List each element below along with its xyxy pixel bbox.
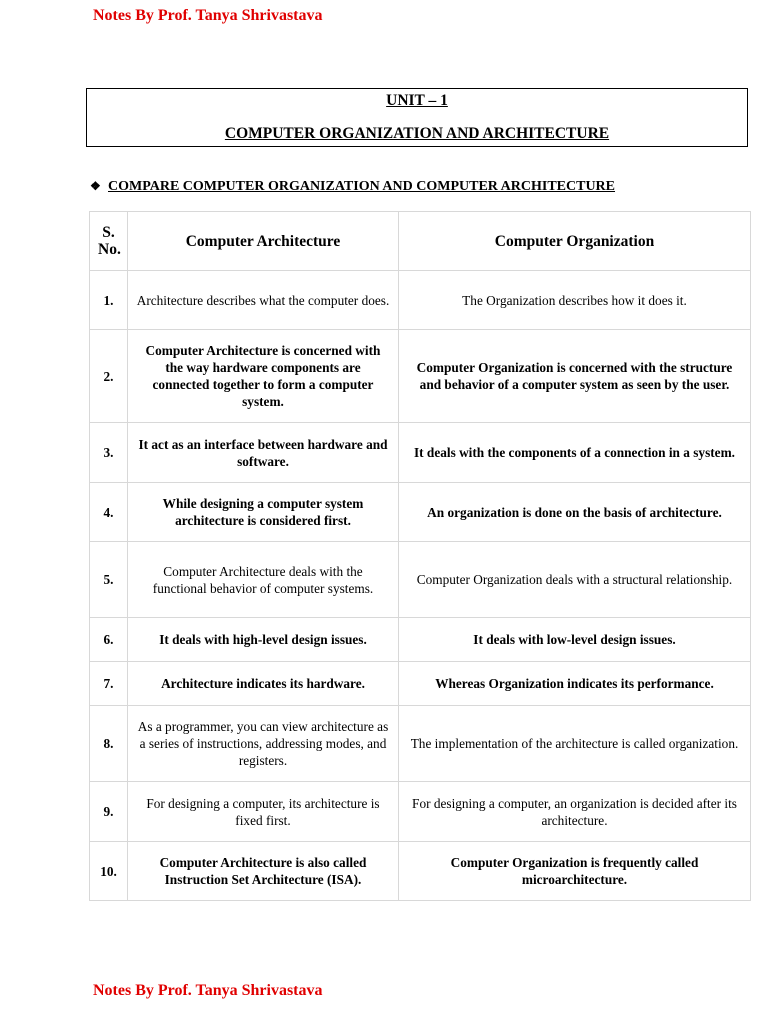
- architecture-cell: As a programmer, you can view architecture as a series of instructions, addressing modes, and registers.: [128, 706, 399, 782]
- table-row: [90, 706, 751, 782]
- architecture-cell: Architecture indicates its hardware.: [128, 662, 399, 706]
- table-row: [90, 330, 751, 423]
- row-number: 3.: [90, 423, 128, 483]
- table-row: [90, 782, 751, 842]
- row-number: 6.: [90, 618, 128, 662]
- organization-cell: An organization is done on the basis of architecture.: [399, 483, 751, 542]
- section-heading: [90, 179, 615, 195]
- row-number: 1.: [90, 271, 128, 330]
- organization-header: Computer Organization: [399, 212, 751, 271]
- organization-cell: Computer Organization is frequently called microarchitecture.: [399, 842, 751, 901]
- architecture-cell: For designing a computer, its architecture is fixed first.: [128, 782, 399, 842]
- organization-cell: It deals with low-level design issues.: [399, 618, 751, 662]
- diamond-bullet-icon: ❖: [90, 179, 101, 193]
- row-number: 4.: [90, 483, 128, 542]
- comparison-table: [89, 211, 751, 901]
- table-row: [90, 618, 751, 662]
- section-heading-text: COMPARE COMPUTER ORGANIZATION AND COMPUTER ARCHITECTURE: [108, 179, 616, 194]
- organization-cell: Computer Organization deals with a structural relationship.: [399, 542, 751, 618]
- organization-cell: Computer Organization is concerned with the structure and behavior of a computer system as seen by the user.: [399, 330, 751, 423]
- architecture-cell: Computer Architecture is also called Instruction Set Architecture (ISA).: [128, 842, 399, 901]
- table-row: [90, 542, 751, 618]
- row-number: 5.: [90, 542, 128, 618]
- row-number: 10.: [90, 842, 128, 901]
- table-header-row: [90, 212, 751, 271]
- table-row: [90, 842, 751, 901]
- architecture-cell: Computer Architecture is concerned with the way hardware components are connected together to form a computer system.: [128, 330, 399, 423]
- page-title: COMPUTER ORGANIZATION AND ARCHITECTURE: [224, 125, 610, 142]
- table-row: [90, 423, 751, 483]
- table-row: [90, 483, 751, 542]
- row-number: 8.: [90, 706, 128, 782]
- title-box: [86, 88, 748, 147]
- table-row: [90, 662, 751, 706]
- table-row: [90, 271, 751, 330]
- organization-cell: The implementation of the architecture is called organization.: [399, 706, 751, 782]
- unit-title: UNIT – 1: [386, 92, 448, 109]
- organization-cell: For designing a computer, an organization is decided after its architecture.: [399, 782, 751, 842]
- row-number: 2.: [90, 330, 128, 423]
- footer-note: Notes By Prof. Tanya Shrivastava: [93, 982, 323, 999]
- architecture-cell: Architecture describes what the computer does.: [128, 271, 399, 330]
- row-number: 9.: [90, 782, 128, 842]
- organization-cell: Whereas Organization indicates its performance.: [399, 662, 751, 706]
- architecture-cell: Computer Architecture deals with the functional behavior of computer systems.: [128, 542, 399, 618]
- architecture-header: Computer Architecture: [128, 212, 399, 271]
- organization-cell: It deals with the components of a connection in a system.: [399, 423, 751, 483]
- organization-cell: The Organization describes how it does it.: [399, 271, 751, 330]
- architecture-cell: It deals with high-level design issues.: [128, 618, 399, 662]
- row-number: 7.: [90, 662, 128, 706]
- sno-header: S. No.: [90, 212, 128, 271]
- header-note: Notes By Prof. Tanya Shrivastava: [93, 7, 323, 24]
- architecture-cell: It act as an interface between hardware and software.: [128, 423, 399, 483]
- architecture-cell: While designing a computer system architecture is considered first.: [128, 483, 399, 542]
